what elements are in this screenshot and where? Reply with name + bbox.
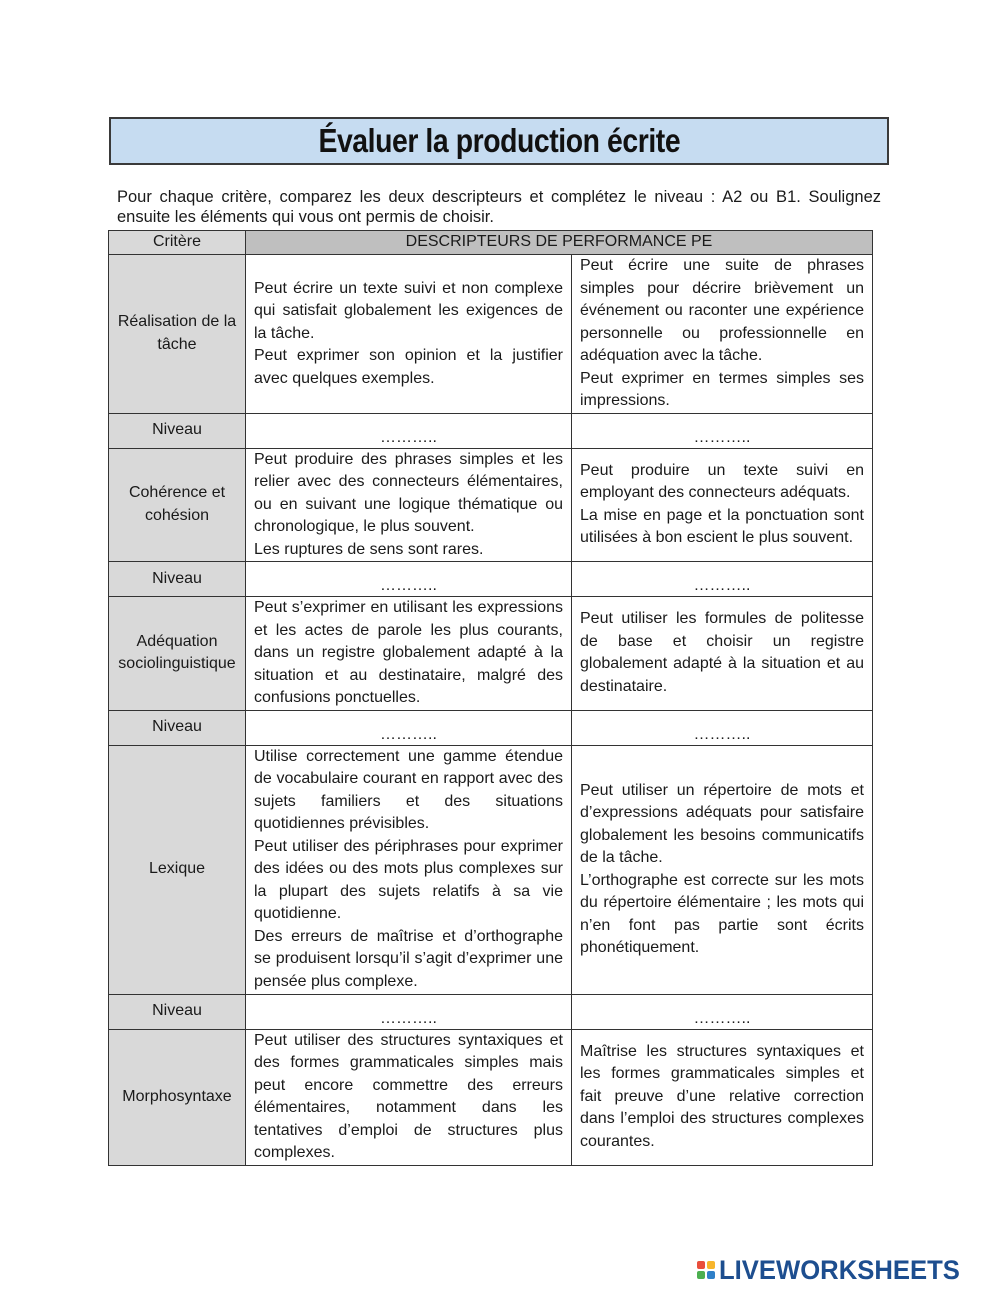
descriptor-text: Peut écrire un texte suivi et non complexe qui satisfait globalement les exigences de la tâche. xyxy=(254,279,563,342)
descriptor-left xyxy=(246,255,572,414)
criterion-row xyxy=(109,597,873,711)
criterion-cell: Morphosyntaxe xyxy=(109,1029,246,1165)
descriptor-text: Peut produire des phrases simples et les relier avec des connecteurs élémentaires, ou en suivant une logique thématique ou chronologique, le plus souvent. xyxy=(254,450,563,535)
level-label: Niveau xyxy=(109,710,246,745)
level-input-right[interactable]: ……….. xyxy=(572,562,873,597)
descriptor-text: Les ruptures de sens sont rares. xyxy=(254,540,484,558)
liveworksheets-logo[interactable] xyxy=(697,1255,973,1285)
descriptor-right xyxy=(572,448,873,562)
criterion-cell: Cohérence et cohésion xyxy=(109,448,246,562)
level-row xyxy=(109,710,873,745)
descriptor-text: Peut utiliser un répertoire de mots et d’expressions adéquats pour satisfaire globalement les besoins communicatifs de la tâche. xyxy=(580,781,864,866)
level-input-left[interactable]: ……….. xyxy=(246,413,572,448)
logo-square xyxy=(707,1261,715,1269)
descriptor-text: Utilise correctement une gamme étendue de vocabulaire courant en rapport avec des sujets familiers et des situations quotidiennes prévisibles. xyxy=(254,747,563,833)
descriptor-text: La mise en page et la ponctuation sont utilisées à bon escient le plus souvent. xyxy=(580,506,864,547)
logo-square xyxy=(707,1271,715,1279)
level-row xyxy=(109,994,873,1029)
table-header-row xyxy=(109,231,873,255)
descriptor-right xyxy=(572,255,873,414)
descriptor-text: Peut utiliser des structures syntaxiques et des formes grammaticales simples mais peut encore commettre des erreurs élémentaires, notamment dans les tentatives d’emploi de structures plus complexes. xyxy=(254,1031,563,1161)
descriptor-right xyxy=(572,1029,873,1165)
logo-icon xyxy=(697,1261,715,1279)
level-input-right[interactable]: ……….. xyxy=(572,994,873,1029)
criterion-cell: Adéquation sociolinguistique xyxy=(109,597,246,711)
descriptor-text: Peut utiliser des périphrases pour exprimer des idées ou des mots plus complexes sur la plupart des sujets relatifs à sa vie quotidienne. xyxy=(254,837,563,923)
header-criterion: Critère xyxy=(109,231,246,255)
criterion-row xyxy=(109,255,873,414)
criterion-row xyxy=(109,1029,873,1165)
page-title: Évaluer la production écrite xyxy=(318,122,680,159)
descriptor-right xyxy=(572,597,873,711)
criterion-row xyxy=(109,745,873,994)
criterion-cell: Lexique xyxy=(109,745,246,994)
title-banner xyxy=(109,117,889,165)
level-label: Niveau xyxy=(109,413,246,448)
level-label: Niveau xyxy=(109,994,246,1029)
level-input-right[interactable]: ……….. xyxy=(572,710,873,745)
criterion-cell: Réalisation de la tâche xyxy=(109,255,246,414)
level-row xyxy=(109,562,873,597)
descriptor-left xyxy=(246,1029,572,1165)
logo-square xyxy=(697,1271,705,1279)
level-input-left[interactable]: ……….. xyxy=(246,710,572,745)
instructions: Pour chaque critère, comparez les deux descripteurs et complétez le niveau : A2 ou B1. Soulignez ensuite les éléments qui vous ont permis de choisir. xyxy=(117,188,881,226)
descriptor-text: Peut exprimer son opinion et la justifier avec quelques exemples. xyxy=(254,347,563,387)
descriptor-text: Peut produire un texte suivi en employant des connecteurs adéquats. xyxy=(580,461,864,502)
level-input-left[interactable]: ……….. xyxy=(246,994,572,1029)
logo-square xyxy=(697,1261,705,1269)
descriptor-left xyxy=(246,448,572,562)
descriptor-text: Maîtrise les structures syntaxiques et les formes grammaticales simples et fait preuve d’une relative correction dans l’emploi des structures complexes courantes. xyxy=(580,1042,864,1150)
logo-text: LIVEWORKSHEETS xyxy=(719,1254,960,1285)
descriptor-text: Peut utiliser les formules de politesse de base et choisir un registre globalement adapté à la situation et au destinataire. xyxy=(580,610,864,695)
descriptor-text: Des erreurs de maîtrise et d’orthographe se produisent lorsqu’il s’agit d’exprimer une pensée plus complexe. xyxy=(254,927,563,990)
descriptor-text: Peut écrire une suite de phrases simples pour décrire brièvement un événement ou raconter une expérience personnelle ou professionnelle en adéquation avec la tâche. xyxy=(580,257,864,364)
level-row xyxy=(109,413,873,448)
descriptor-right xyxy=(572,745,873,994)
descriptor-left xyxy=(246,597,572,711)
descriptor-text: Peut exprimer en termes simples ses impressions. xyxy=(580,369,864,409)
level-input-left[interactable]: ……….. xyxy=(246,562,572,597)
criterion-row xyxy=(109,448,873,562)
evaluation-table xyxy=(108,230,873,1166)
descriptor-left xyxy=(246,745,572,994)
header-descriptors: DESCRIPTEURS DE PERFORMANCE PE xyxy=(246,231,873,255)
descriptor-text: L’orthographe est correcte sur les mots du répertoire élémentaire ; les mots qui n’en font pas partie sont écrits phonétiquement. xyxy=(580,871,864,956)
level-label: Niveau xyxy=(109,562,246,597)
descriptor-text: Peut s’exprimer en utilisant les expressions et les actes de parole les plus courants, dans un registre globalement adapté à la situation et au destinataire, malgré des confusions ponctuelles. xyxy=(254,599,563,706)
level-input-right[interactable]: ……….. xyxy=(572,413,873,448)
